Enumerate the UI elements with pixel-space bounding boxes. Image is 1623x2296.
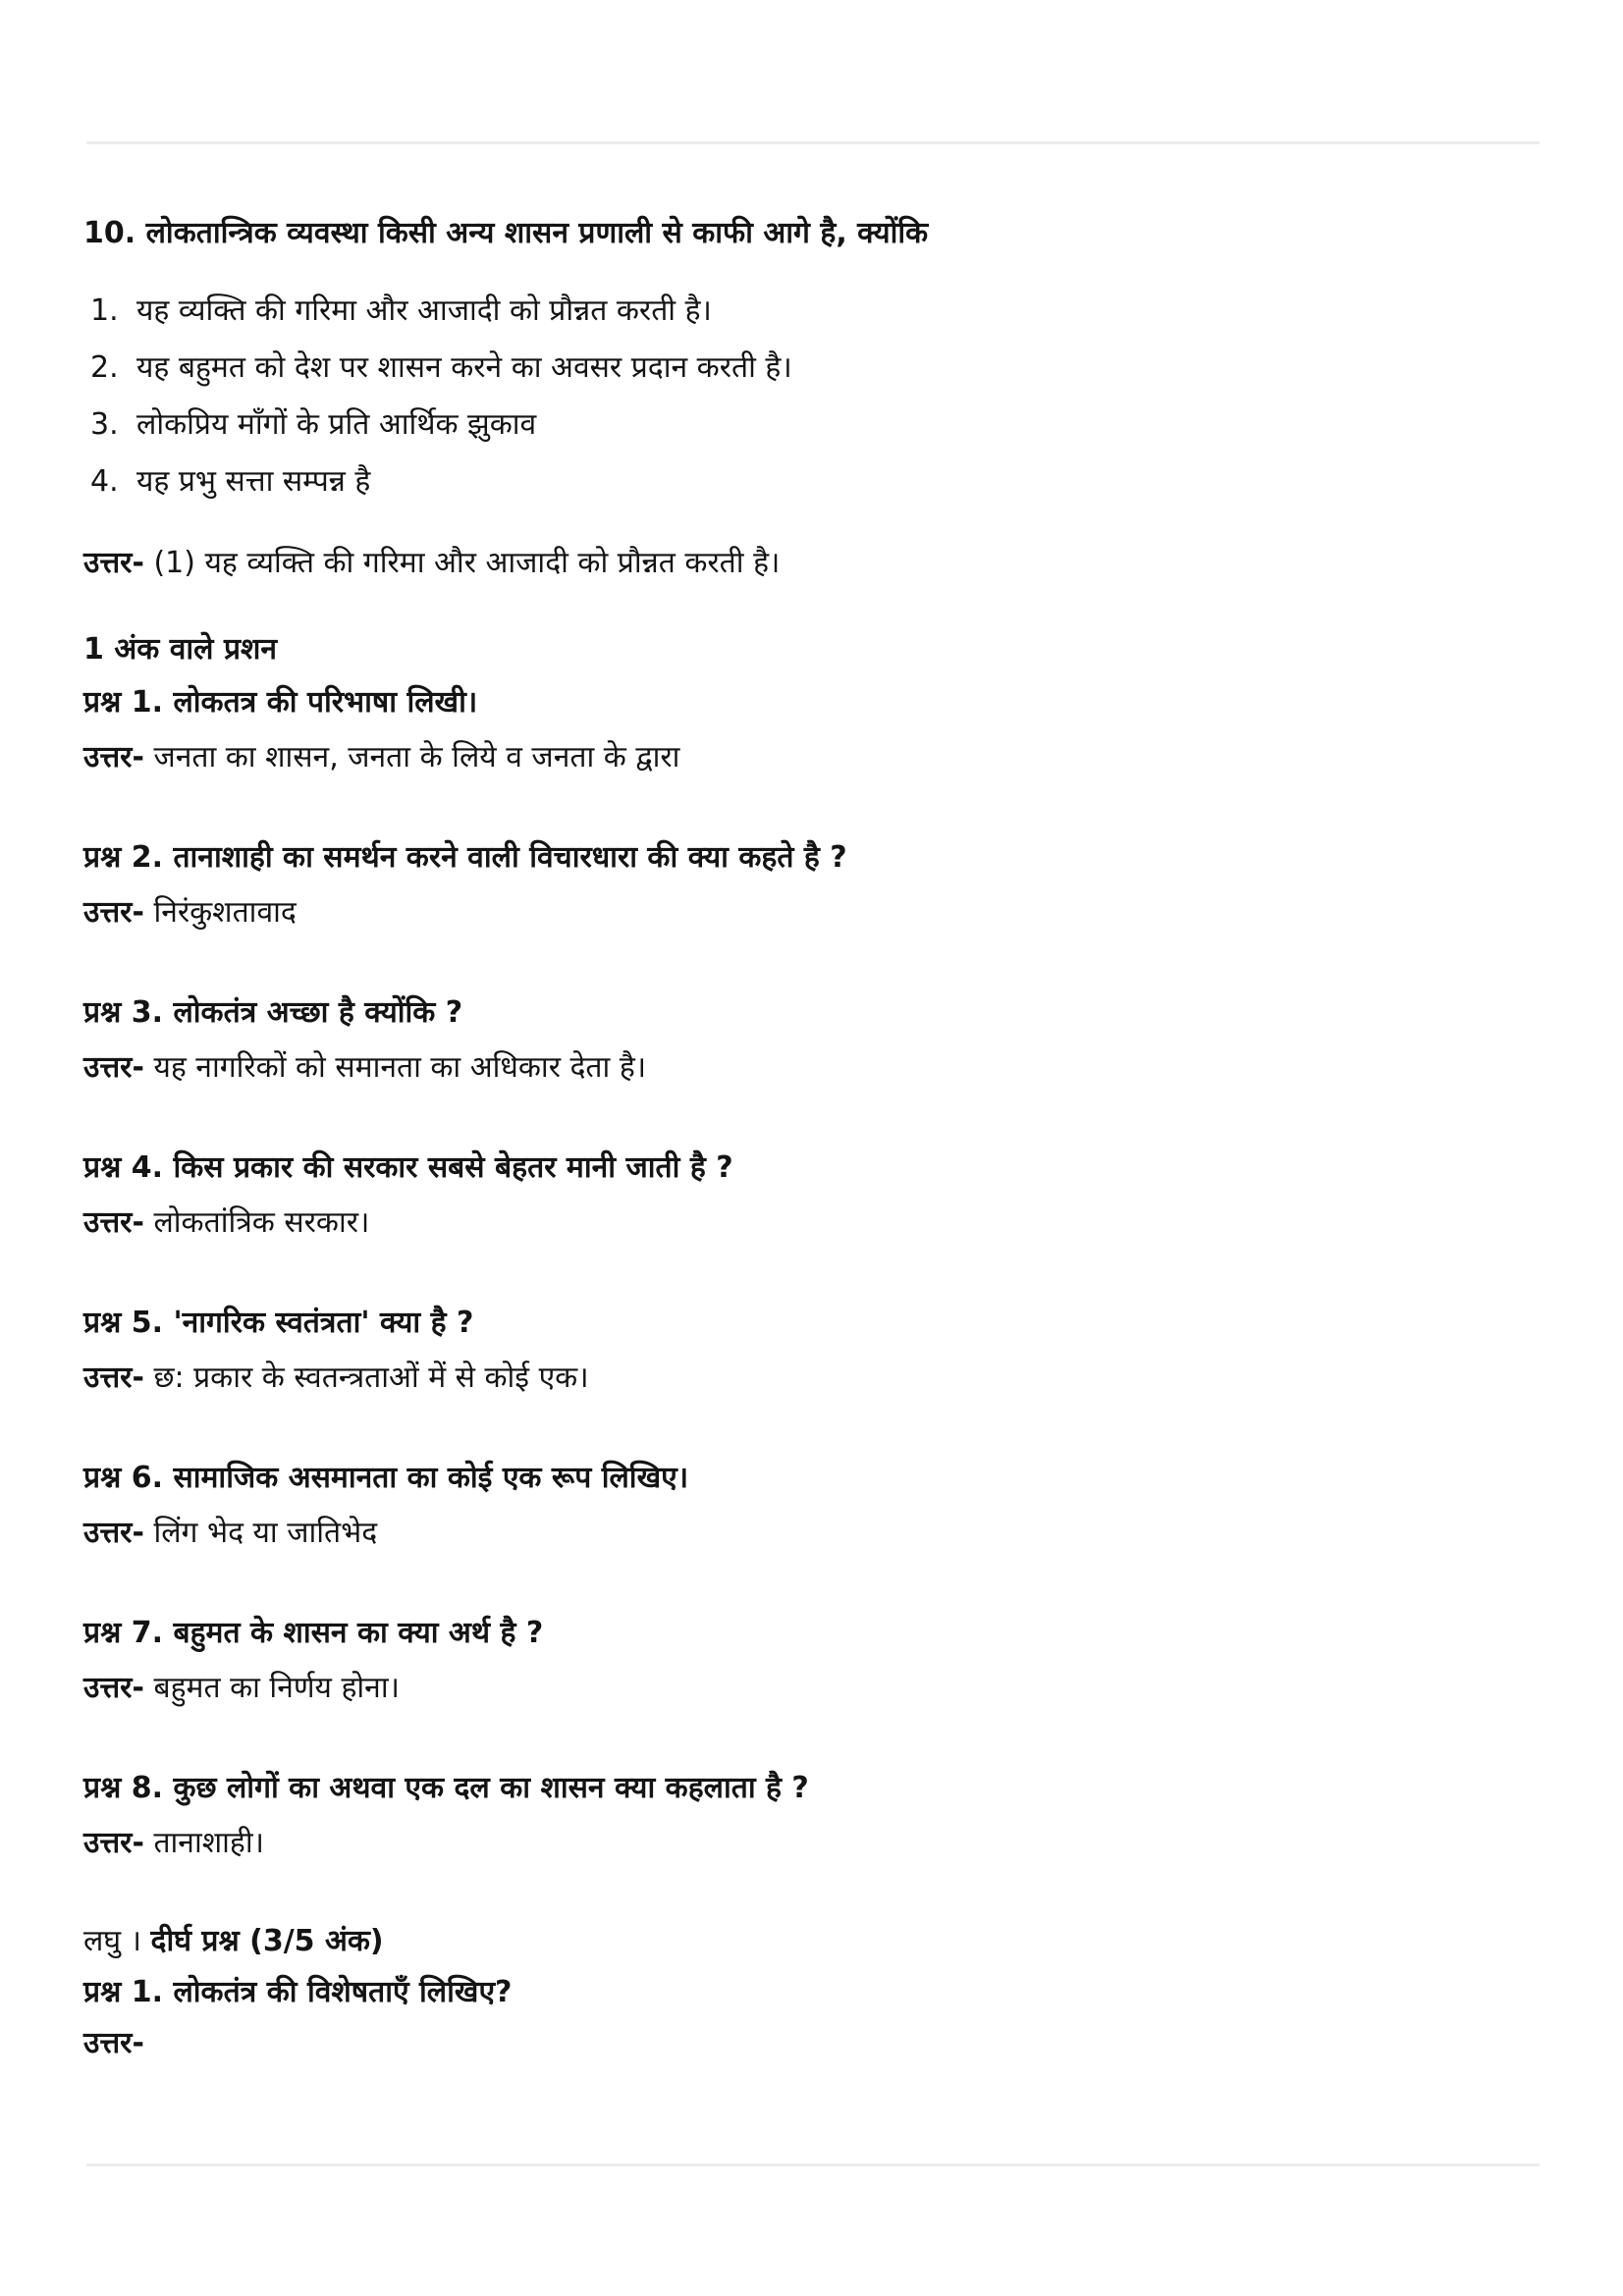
answer-line: [83, 1196, 1537, 1251]
question-text: प्रश्न 1. लोकतंत्र की विशेषताएँ लिखिए?: [83, 1975, 513, 2009]
long-answer-section: [83, 1916, 1537, 2069]
option-number: 4.: [90, 464, 119, 499]
question-text: प्रश्न 4. किस प्रकार की सरकार सबसे बेहतर मानी जाती है ?: [83, 1150, 733, 1185]
option-number: 2.: [90, 350, 119, 385]
qa-block: [83, 1296, 1537, 1406]
qa-block: [83, 1606, 1537, 1716]
question-10-options: [83, 283, 1537, 510]
answer-line: [83, 885, 1537, 940]
qa-block: [83, 830, 1537, 940]
answer-label: उत्तर-: [83, 1205, 144, 1240]
qa-block: [83, 1761, 1537, 1871]
question-text: प्रश्न 6. सामाजिक असमानता का कोई एक रूप लिखिए।: [83, 1461, 689, 1495]
section-heading-long: [83, 1916, 1537, 1967]
option-item: [90, 283, 1537, 340]
answer-line: [83, 1661, 1537, 1716]
section-heading-main: दीर्घ प्रश्न (3/5 अंक): [150, 1924, 384, 1958]
answer-label: उत्तर-: [83, 1671, 144, 1705]
question-text: प्रश्न 8. कुछ लोगों का अथवा एक दल का शासन क्या कहलाता है ?: [83, 1771, 809, 1805]
answer-text: (1) यह व्यक्ति की गरिमा और आजादी को प्रौन्नत करती है।: [143, 546, 781, 580]
option-item: [90, 340, 1537, 397]
qa-block: [83, 986, 1537, 1095]
question-text: प्रश्न 2. तानाशाही का समर्थन करने वाली विचारधारा की क्या कहते है ?: [83, 840, 847, 875]
answer-label: उत्तर-: [83, 1050, 144, 1085]
answer-label: उत्तर-: [83, 895, 144, 930]
bottom-divider: [86, 2163, 1540, 2166]
option-number: 3.: [90, 407, 119, 442]
qa-block: [83, 675, 1537, 785]
answer-text: लोकतांत्रिक सरकार।: [143, 1205, 370, 1240]
answer-text: छ: प्रकार के स्वतन्त्रताओं में से कोई एक।: [143, 1361, 589, 1395]
qa-block: [83, 1451, 1537, 1561]
answer-label: उत्तर-: [83, 1361, 144, 1395]
answer-line: [83, 730, 1537, 785]
answer-label: उत्तर-: [83, 2026, 144, 2060]
question-10-title: 10. लोकतान्त्रिक व्यवस्था किसी अन्य शासन प्रणाली से काफी आगे है, क्योंकि: [83, 216, 929, 250]
qa-block: [83, 1141, 1537, 1251]
answer-line: [83, 1351, 1537, 1406]
option-text: लोकप्रिय माँगों के प्रति आर्थिक झुकाव: [136, 407, 537, 442]
answer-line: [83, 1506, 1537, 1561]
answer-text: लिंग भेद या जातिभेद: [143, 1516, 378, 1550]
answer-text: जनता का शासन, जनता के लिये व जनता के द्वारा: [143, 740, 680, 774]
top-divider: [86, 141, 1540, 144]
section-heading-1-mark: 1 अंक वाले प्रशन: [83, 632, 278, 667]
answer-label: उत्तर-: [83, 1516, 144, 1550]
option-item: [90, 397, 1537, 454]
answer-label: उत्तर-: [83, 740, 144, 774]
answer-label: उत्तर-: [83, 1826, 144, 1860]
answer-text: बहुमत का निर्णय होना।: [143, 1671, 400, 1705]
question-10-answer: [83, 538, 1537, 589]
option-text: यह प्रभु सत्ता सम्पन्न है: [136, 464, 371, 499]
question-text: प्रश्न 5. 'नागरिक स्वतंत्रता' क्या है ?: [83, 1306, 474, 1340]
option-text: यह व्यक्ति की गरिमा और आजादी को प्रौन्नत करती है।: [136, 294, 712, 328]
question-text: प्रश्न 1. लोकतत्र की परिभाषा लिखी।: [83, 685, 478, 720]
document-body: [83, 208, 1537, 2069]
option-text: यह बहुमत को देश पर शासन करने का अवसर प्रदान करती है।: [136, 350, 792, 385]
question-text: प्रश्न 3. लोकतंत्र अच्छा है क्योंकि ?: [83, 995, 463, 1030]
answer-line: [83, 1041, 1537, 1095]
question-text: प्रश्न 7. बहुमत के शासन का क्या अर्थ है ?: [83, 1616, 544, 1650]
answer-label: उत्तर-: [83, 546, 144, 580]
section-heading-prefix: लघु ।: [83, 1924, 151, 1958]
answer-text: यह नागरिकों को समानता का अधिकार देता है।: [143, 1050, 647, 1085]
answer-text: निरंकुशतावाद: [143, 895, 297, 930]
option-number: 1.: [90, 294, 119, 328]
answer-text: तानाशाही।: [143, 1826, 264, 1860]
option-item: [90, 454, 1537, 510]
answer-line: [83, 1816, 1537, 1871]
